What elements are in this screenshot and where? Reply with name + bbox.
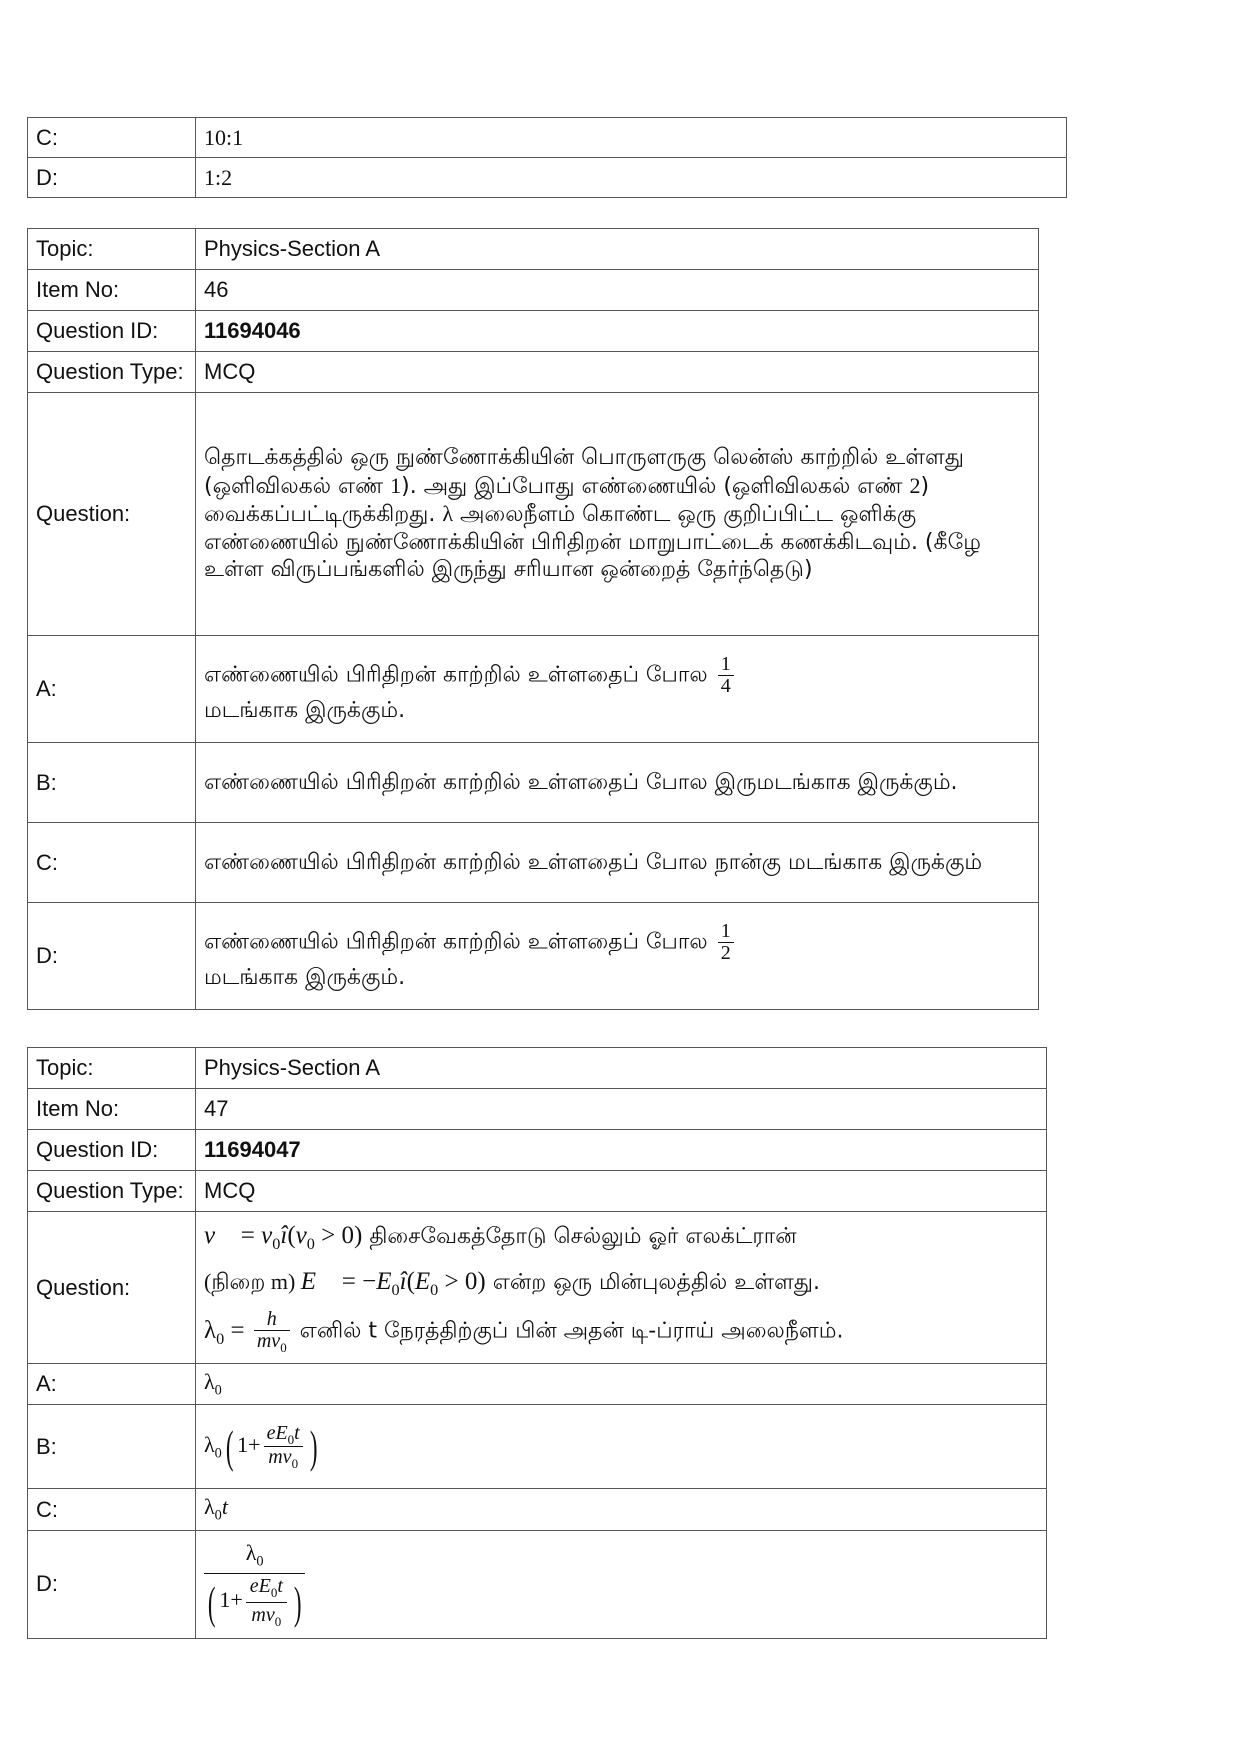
option-c-label: C: — [28, 823, 196, 903]
table-row — [28, 1364, 1047, 1405]
option-a-text-part: மடங்காக இருக்கும். — [204, 697, 406, 723]
fraction-one-half — [718, 921, 734, 964]
item-no-label: Item No: — [28, 270, 196, 311]
question-type-label: Question Type: — [28, 352, 196, 393]
table-row — [28, 1489, 1047, 1530]
question-text-part: தொடக்கத்தில் ஒரு நுண்ணோக்கியின் பொருளருகு லென்ஸ் காற்றில் உள்ளது (ஒளிவிலகல் எண் — [204, 445, 964, 499]
option-c-label: C: — [28, 118, 196, 158]
question-id-value: 11694047 — [196, 1130, 1047, 1171]
option-c-label: C: — [28, 1489, 196, 1530]
table-row — [28, 311, 1039, 352]
table-row — [28, 352, 1039, 393]
field-expression: E⃗ = $-E_0î(E_0 > 0)$ — [300, 1268, 486, 1300]
table-row — [28, 1130, 1047, 1171]
fraction-denominator: 2 — [720, 941, 731, 964]
option-c-text: எண்ணையில் பிரிதிறன் காற்றில் உள்ளதைப் போல நான்கு மடங்காக இருக்கும் — [196, 823, 1039, 903]
option-d-label: D: — [28, 158, 196, 198]
fraction-one-quarter — [718, 654, 734, 697]
question-id-value: 11694046 — [196, 311, 1039, 352]
velocity-expression: v⃗ = $v_0î(v_0 > 0)$ — [204, 1222, 363, 1254]
table-row — [28, 393, 1039, 636]
option-d-label: D: — [28, 1530, 196, 1638]
table-row — [28, 229, 1039, 270]
table-row — [28, 1530, 1047, 1638]
option-d-text-part: மடங்காக இருக்கும். — [204, 964, 406, 990]
option-b-formula: $\lambda_0$( 1+ $\frac{eE_0t}{mv_0}$ ) — [196, 1405, 1047, 1489]
topic-value: Physics-Section A — [196, 229, 1039, 270]
question-text-part: (நிறை m) — [204, 1269, 301, 1295]
option-d-formula: $\lambda_0$ ( 1+ $\frac{eE_0t}{mv_0}$ ) — [196, 1530, 1047, 1638]
question-type-value: MCQ — [196, 1171, 1047, 1212]
question-text-part: திசைவேகத்தோடு செல்லும் ஓர் எலக்ட்ரான் — [362, 1224, 797, 1250]
option-a-text — [196, 636, 1039, 743]
option-b-label: B: — [28, 1405, 196, 1489]
fraction-numerator: 1 — [718, 654, 734, 676]
lambda0-expression: $\lambda_0$ = $\frac{h}{mv_0}$ — [204, 1317, 293, 1344]
question-text-part: அலைநீளம் கொண்ட ஒரு குறிப்பிட்ட ஒளிக்கு எண்ணையில் நுண்ணோக்கியின் பிரிதிறன் மாறுபாட்டைக் கணக்கிடவும். (கீழே உள்ள விருப்பங்களில் இருந்து சரியான ஒன்றைத் தேர்ந்தெடு) — [204, 502, 981, 583]
option-b-label: B: — [28, 743, 196, 823]
option-d-value: 1:2 — [196, 158, 1067, 198]
option-a-label: A: — [28, 636, 196, 743]
option-c-value: 10:1 — [196, 118, 1067, 158]
question-label: Question: — [28, 393, 196, 636]
option-a-formula: $\lambda_0$ — [196, 1364, 1047, 1405]
table-row — [28, 1212, 1047, 1364]
option-d-label: D: — [28, 903, 196, 1010]
lambda-symbol: λ — [442, 501, 453, 527]
table-row — [28, 1171, 1047, 1212]
question-text-part: ) வைக்கப்பட்டிருக்கிறது. — [204, 473, 930, 528]
table-row — [28, 636, 1039, 743]
item-no-value: 47 — [196, 1089, 1047, 1130]
question-46-table — [27, 228, 1039, 1010]
topic-label: Topic: — [28, 1048, 196, 1089]
question-text-number: 2 — [909, 472, 921, 498]
fraction-denominator: 4 — [720, 674, 731, 697]
table-row — [28, 1089, 1047, 1130]
option-c-formula: $\lambda_0t$ — [196, 1489, 1047, 1530]
table-row — [28, 903, 1039, 1010]
question-type-value: MCQ — [196, 352, 1039, 393]
option-d-text — [196, 903, 1039, 1010]
item-no-value: 46 — [196, 270, 1039, 311]
options-table-prev — [27, 117, 1067, 198]
topic-label: Topic: — [28, 229, 196, 270]
question-text-part: எனில் t நேரத்திற்குப் பின் அதன் டி-ப்ராய் அலைநீளம். — [292, 1318, 844, 1344]
question-text-part: என்ற ஒரு மின்புலத்தில் உள்ளது. — [485, 1270, 820, 1296]
table-row — [28, 270, 1039, 311]
topic-value: Physics-Section A — [196, 1048, 1047, 1089]
table-row — [28, 743, 1039, 823]
item-no-label: Item No: — [28, 1089, 196, 1130]
table-row — [28, 1405, 1047, 1489]
option-a-label: A: — [28, 1364, 196, 1405]
question-text-part: ). அது இப்போது எண்ணையில் (ஒளிவிலகல் எண் — [401, 473, 910, 499]
table-row — [28, 1048, 1047, 1089]
option-a-text-part: எண்ணையில் பிரிதிறன் காற்றில் உள்ளதைப் போல — [204, 662, 708, 688]
question-text — [196, 393, 1039, 636]
h-over-mv0-fraction: $\frac{h}{mv_0}$ — [254, 1309, 290, 1355]
question-id-label: Question ID: — [28, 311, 196, 352]
table-row — [28, 158, 1067, 198]
option-d-text-part: எண்ணையில் பிரிதிறன் காற்றில் உள்ளதைப் போல — [204, 929, 708, 955]
question-47-table — [27, 1047, 1047, 1639]
question-text — [196, 1212, 1047, 1364]
question-text-number: 1 — [390, 472, 402, 498]
question-id-label: Question ID: — [28, 1130, 196, 1171]
table-row — [28, 823, 1039, 903]
question-type-label: Question Type: — [28, 1171, 196, 1212]
question-label: Question: — [28, 1212, 196, 1364]
table-row — [28, 118, 1067, 158]
fraction-numerator: 1 — [718, 921, 734, 943]
option-b-text: எண்ணையில் பிரிதிறன் காற்றில் உள்ளதைப் போல இருமடங்காக இருக்கும். — [196, 743, 1039, 823]
